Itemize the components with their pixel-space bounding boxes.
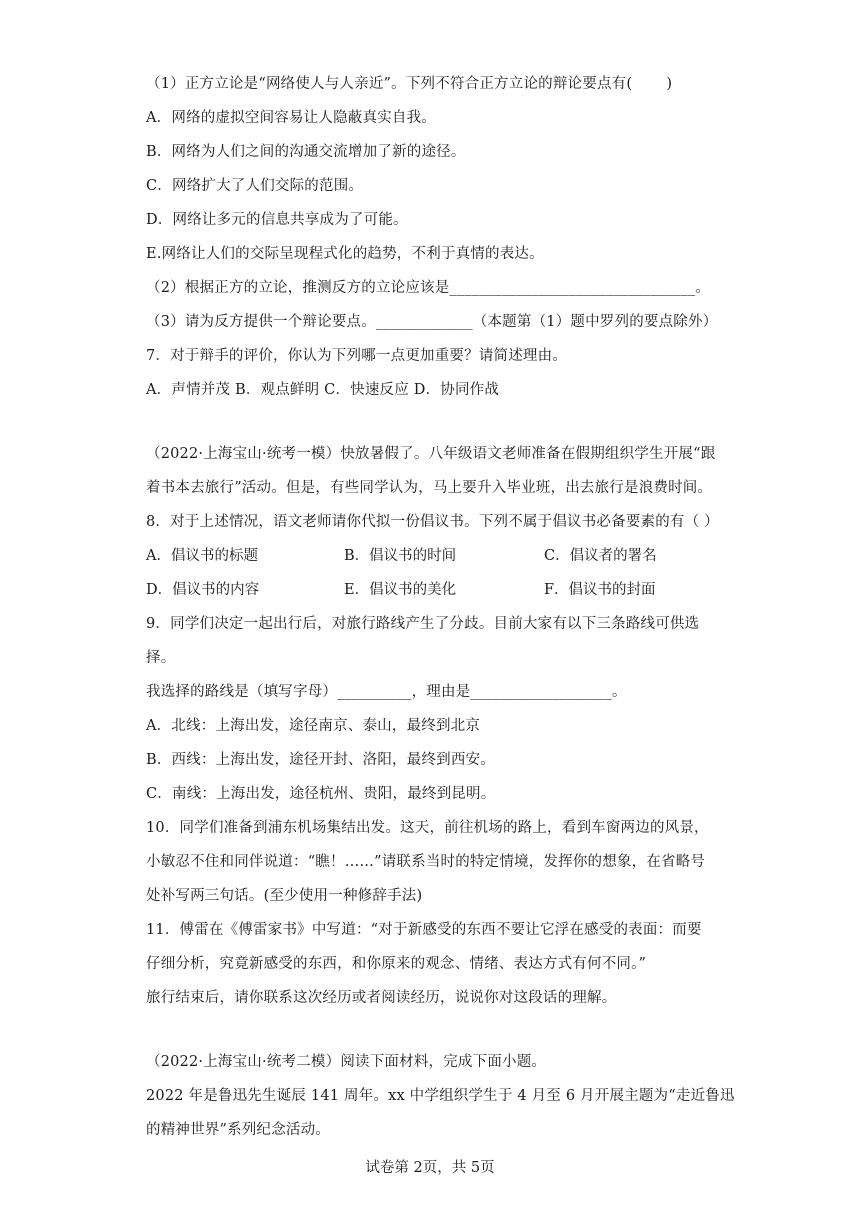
q11-line1: 11．傅雷在《傅雷家书》中写道：“对于新感受的东西不要让它浮在感受的表面：而要	[146, 922, 702, 938]
q9-option-a: A．北线：上海出发，途径南京、泰山，最终到北京	[146, 718, 481, 734]
q10-line3: 处补写两三句话。(至少使用一种修辞手法)	[146, 888, 423, 904]
q8-option-f: F．倡议书的封面	[544, 582, 656, 598]
q9-option-b: B．西线：上海出发，途径开封、洛阳，最终到西安。	[146, 752, 495, 768]
passage1-line2: 着书本去旅行”活动。但是，有些同学认为，马上要升入毕业班，出去旅行是浪费时间。	[146, 480, 713, 496]
q8-option-b: B．倡议书的时间	[344, 548, 457, 564]
q8-option-e: E．倡议书的美化	[344, 582, 457, 598]
passage1-line1: （2022·上海宝山·统考一模）快放暑假了。八年级语文老师准备在假期组织学生开展“跟	[146, 446, 716, 462]
q10-line2: 小敏忍不住和同伴说道：“瞧！……”请联系当时的特定情境，发挥你的想象，在省略号	[146, 854, 706, 870]
debate-option-b: B．网络为人们之间的沟通交流增加了新的途径。	[146, 144, 466, 160]
debate-option-d: D．网络让多元的信息共享成为了可能。	[146, 212, 408, 228]
debate-option-c: C．网络扩大了人们交际的范围。	[146, 178, 364, 194]
q7-options: A．声情并茂 B．观点鲜明 C．快速反应 D．协同作战	[146, 382, 500, 398]
debate-option-a: A．网络的虚拟空间容易让人隐蔽真实自我。	[146, 110, 436, 126]
q8-stem: 8．对于上述情况，语文老师请你代拟一份倡议书。下列不属于倡议书必备要素的有（ ）	[146, 514, 719, 530]
q11-line3: 旅行结束后，请你联系这次经历或者阅读经历，说说你对这段话的理解。	[146, 990, 617, 1006]
debate-sub3: （3）请为反方提供一个辩论要点。_____________（本题第（1）题中罗列的要点除外）	[146, 314, 718, 330]
q9-fill-blank: 我选择的路线是（填写字母）__________，理由是___________________。	[146, 684, 627, 700]
debate-sub2: （2）根据正方的立论，推测反方的立论应该是_________________________________。	[146, 280, 710, 296]
debate-sub1: （1）正方立论是“网络使人与人亲近”。下列不符合正方立论的辩论要点有( )	[146, 76, 673, 92]
q7-stem: 7．对于辩手的评价，你认为下列哪一点更加重要？请简述理由。	[146, 348, 568, 364]
passage2-line3: 的精神世界”系列纪念活动。	[146, 1122, 331, 1138]
q8-option-c: C．倡议者的署名	[544, 548, 657, 564]
q9-stem-line2: 择。	[146, 650, 176, 666]
q11-line2: 仔细分析，究竟新感受的东西，和你原来的观念、情绪、表达方式有何不同。”	[146, 956, 647, 972]
passage2-line2: 2022 年是鲁迅先生诞辰 141 周年。xx 中学组织学生于 4 月至 6 月开展主题为“走近鲁迅	[146, 1088, 735, 1104]
q10-line1: 10．同学们准备到浦东机场集结出发。这天，前往机场的路上，看到车窗两边的风景，	[146, 820, 709, 836]
debate-option-e: E.网络让人们的交际呈现程式化的趋势，不利于真情的表达。	[146, 246, 544, 262]
q8-option-a: A．倡议书的标题	[146, 548, 258, 564]
q9-stem-line1: 9．同学们决定一起出行后，对旅行路线产生了分歧。目前大家有以下三条路线可供选	[146, 616, 700, 632]
q9-option-c: C．南线：上海出发，途径杭州、贵阳，最终到昆明。	[146, 786, 496, 802]
q8-option-d: D．倡议书的内容	[146, 582, 260, 598]
page-footer: 试卷第 2页，共 5页	[365, 1160, 495, 1176]
passage2-line1: （2022·上海宝山·统考二模）阅读下面材料，完成下面小题。	[146, 1054, 547, 1070]
